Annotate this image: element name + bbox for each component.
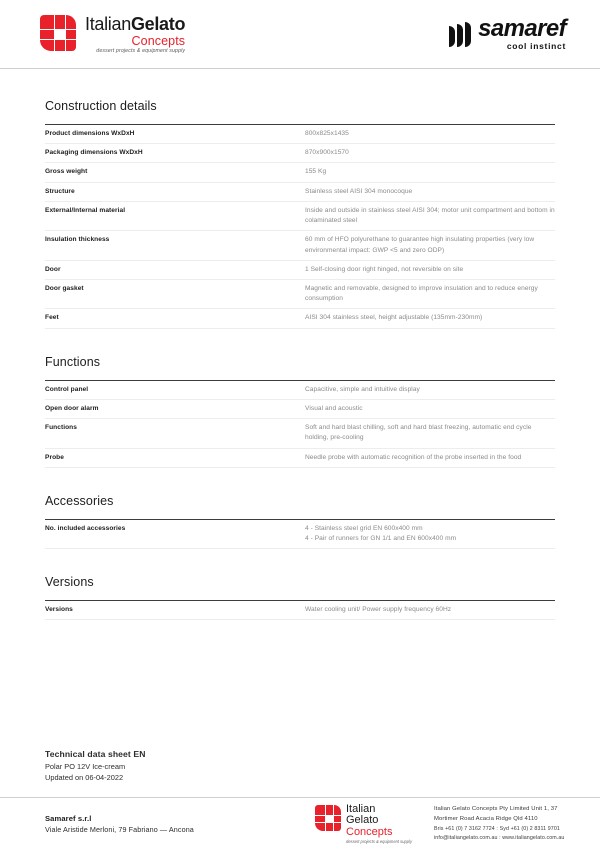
spec-value [305, 601, 555, 620]
samaref-wordmark [478, 17, 566, 51]
spec-value-line: Inside and outside in stainless steel AISI 304; motor unit compartment and bottom in colaminated steel [305, 206, 555, 225]
italian-gelato-mark-icon [40, 15, 76, 51]
section-title: Accessories [45, 493, 114, 508]
footer-brand-word-concepts: Concepts [346, 825, 393, 838]
spec-value-line: 870x900x1570 [305, 149, 349, 157]
spec-section [45, 575, 555, 620]
brand-word-gelato: Gelato [130, 13, 186, 34]
spec-label: Product dimensions WxDxH [45, 130, 135, 137]
table-row [45, 201, 555, 230]
footer-brand-word-italian: Italian [346, 802, 376, 815]
spec-value-line: 800x825x1435 [305, 130, 349, 137]
section-title: Functions [45, 354, 101, 369]
table-row [45, 309, 555, 328]
italian-gelato-wordmark [85, 14, 185, 55]
spec-value-line: Visual and acoustic [305, 404, 363, 412]
spec-label: Door [45, 265, 61, 273]
table-row [45, 448, 555, 467]
spec-value-line: Needle probe with automatic recognition of the probe inserted in the food [305, 453, 522, 461]
spec-value-line: Magnetic and removable, designed to improve insulation and to reduce energy consumption [305, 284, 538, 303]
section-spacer [45, 329, 555, 355]
spec-value [305, 309, 555, 328]
spec-label: Versions [45, 606, 73, 614]
spec-label: Control panel [45, 385, 89, 393]
spec-label: Door gasket [45, 284, 84, 292]
table-row [45, 279, 555, 308]
spec-value [305, 201, 555, 230]
footer-italian-gelato-mark-icon [315, 805, 341, 831]
table-row [45, 260, 555, 279]
spec-value [305, 182, 555, 201]
spec-value [305, 419, 555, 448]
table-row [45, 182, 555, 201]
document-title: Technical data sheet EN [45, 749, 146, 759]
spec-label: No. included accessories [45, 524, 126, 532]
samaref-logo [449, 17, 566, 51]
section-title: Versions [45, 575, 94, 590]
spec-label: Open door alarm [45, 404, 99, 412]
table-row [45, 231, 555, 260]
spec-section [45, 99, 555, 329]
spec-label: Gross weight [45, 168, 88, 176]
footer-company-block [45, 814, 315, 834]
section-title: Construction details [45, 99, 157, 113]
document-updated: Updated on 06-04-2022 [45, 773, 124, 783]
spec-table [45, 381, 555, 468]
brand-tagline: dessert projects & equipment supply [96, 48, 186, 55]
spec-value [305, 520, 555, 549]
table-row [45, 144, 555, 163]
spec-section [45, 355, 555, 468]
footer-brand-word-gelato: Gelato [346, 814, 379, 827]
spec-value-line: 4 - Stainless steel grid EN 600x400 mm [305, 524, 423, 532]
footer-contact-line: Italian Gelato Concepts Pty Limited Unit 1, 37 [434, 805, 558, 812]
table-row [45, 520, 555, 549]
page-header [0, 0, 600, 69]
document-product: Polar PO 12V Ice-cream [45, 762, 126, 772]
spec-value-line: Stainless steel AISI 304 monocoque [305, 187, 413, 195]
table-row [45, 163, 555, 182]
footer-contact-line: Mortimer Road Acacia Ridge Qld 4110 [434, 816, 538, 823]
spec-value [305, 381, 555, 400]
table-row [45, 125, 555, 144]
spec-label: Insulation thickness [45, 236, 110, 244]
samaref-bars-icon [449, 22, 471, 47]
footer-brand-tagline: dessert projects & equipment supply [346, 839, 412, 845]
spec-value-line: Soft and hard blast chilling, soft and hard blast freezing, automatic end cycle holding, pre-cooling [305, 424, 532, 442]
spec-value [305, 231, 555, 260]
spec-value-line: 4 - Pair of runners for GN 1/1 and EN 600x400 mm [305, 534, 457, 542]
footer-company-address: Viale Aristide Merloni, 79 Fabriano — Ancona [45, 824, 194, 834]
spec-value [305, 399, 555, 418]
footer-contact-block [434, 804, 564, 843]
footer-company-name: Samaref s.r.l [45, 813, 92, 823]
table-row [45, 381, 555, 400]
document-meta [45, 748, 146, 784]
spec-value-line: Capacitive, simple and intuitive display [305, 385, 420, 393]
italian-gelato-logo [40, 14, 185, 55]
spec-value-line: 1 Self-closing door right hinged, not reversible on site [305, 265, 464, 273]
spec-table [45, 601, 555, 620]
spec-value [305, 260, 555, 279]
spec-value-line: 155 Kg [305, 168, 327, 176]
spec-label: External/Internal material [45, 206, 126, 214]
spec-label: Structure [45, 187, 75, 195]
spec-value [305, 163, 555, 182]
table-row [45, 601, 555, 620]
spec-label: Feet [45, 314, 59, 322]
footer-italian-gelato-wordmark [346, 803, 412, 845]
footer-italian-gelato-logo [315, 803, 412, 845]
samaref-tagline: cool instinct [506, 41, 566, 52]
footer-contact-line: Bris +61 (0) 7 3162 7724 : Syd +61 (0) 2 8311 9701 [434, 825, 560, 832]
spec-label: Functions [45, 424, 77, 432]
table-row [45, 399, 555, 418]
spec-sheet [0, 69, 600, 620]
footer-contact-line: info@italiangelato.com.au : www.italiangelato.com.au [434, 834, 565, 841]
samaref-name: samaref [478, 15, 566, 43]
brand-word-concepts: Concepts [131, 33, 186, 48]
table-row [45, 419, 555, 448]
spec-value [305, 448, 555, 467]
spec-value [305, 144, 555, 163]
italian-gelato-name [85, 15, 185, 33]
spacer-top [45, 69, 555, 99]
spec-table [45, 520, 555, 549]
spec-value-line: 60 mm of HFO polyurethane to guarantee high insulating properties (very low environmental impact: GWP <5 and zero ODP) [305, 236, 535, 254]
spec-value [305, 125, 555, 144]
brand-word-italian: Italian [85, 13, 131, 34]
section-spacer [45, 549, 555, 575]
section-spacer [45, 468, 555, 494]
spec-value-line: Water cooling unit/ Power supply frequency 60Hz [305, 606, 452, 614]
spec-value [305, 279, 555, 308]
sections-container [45, 99, 555, 620]
spec-value-line: AISI 304 stainless steel, height adjustable (135mm-230mm) [305, 314, 483, 322]
page-footer [0, 797, 600, 849]
spec-label: Probe [45, 453, 64, 461]
spec-table [45, 125, 555, 329]
spec-label: Packaging dimensions WxDxH [45, 149, 143, 157]
spec-section [45, 494, 555, 549]
